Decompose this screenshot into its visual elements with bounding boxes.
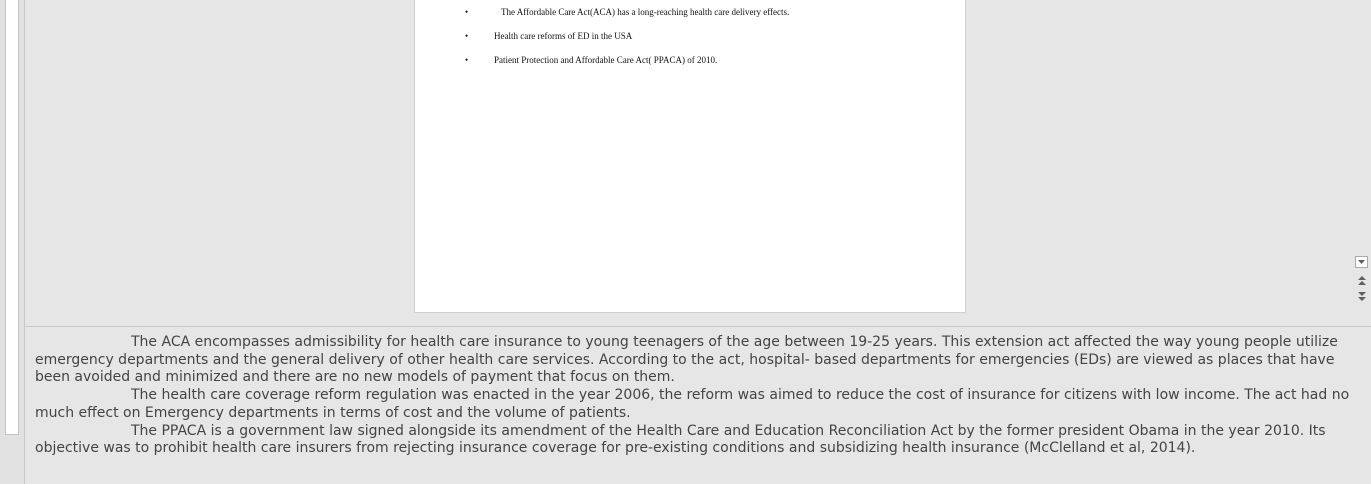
next-page-icon: [1358, 292, 1366, 301]
bullet-symbol: •: [465, 31, 469, 41]
bullet-text: Patient Protection and Affordable Care Act( PPACA) of 2010.: [494, 55, 718, 65]
document-page: [414, 0, 966, 313]
bullet-text: The Affordable Care Act(ACA) has a long-reaching health care delivery effects.: [501, 7, 790, 17]
editor-paragraph[interactable]: The ACA encompasses admissibility for health care insurance to young teenagers of the age between 19-25 years. This extension act affected the way young people utilize emergency departments and the general delivery of other health care services. According to the act, hospital- based departments for emergencies (EDs) are viewed as places that have been avoided and minimized and there are no new models of payment that focus on them.: [35, 334, 1338, 386]
editor-paragraph[interactable]: The health care coverage reform regulation was enacted in the year 2006, the reform was aimed to reduce the cost of insurance for citizens with low income. The act had no much effect on Emergency departments in terms of cost and the volume of patients.: [35, 387, 1350, 421]
arrow-down-icon: [1358, 260, 1365, 264]
editor-text[interactable]: [35, 334, 1355, 458]
bullet-symbol: •: [465, 7, 469, 17]
bullet-text: Health care reforms of ED in the USA: [494, 31, 633, 41]
page-view[interactable]: [25, 0, 1353, 322]
previous-page-button[interactable]: [1356, 274, 1368, 286]
text-editor-pane[interactable]: [25, 327, 1371, 484]
previous-page-icon: [1358, 276, 1366, 285]
left-panel-frame: [5, 0, 19, 435]
vertical-scrollbar[interactable]: [1353, 0, 1371, 322]
left-side-panel: [0, 0, 24, 484]
next-page-button[interactable]: [1356, 290, 1368, 302]
scroll-down-button[interactable]: [1355, 256, 1368, 268]
editor-paragraph[interactable]: The PPACA is a government law signed alongside its amendment of the Health Care and Education Reconciliation Act by the former president Obama in the year 2010. Its objective was to prohibit health care insurers from rejecting insurance coverage for pre-existing conditions and subsidizing health insurance (McClelland et al, 2014).: [35, 422, 1326, 457]
bullet-symbol: •: [465, 55, 469, 65]
